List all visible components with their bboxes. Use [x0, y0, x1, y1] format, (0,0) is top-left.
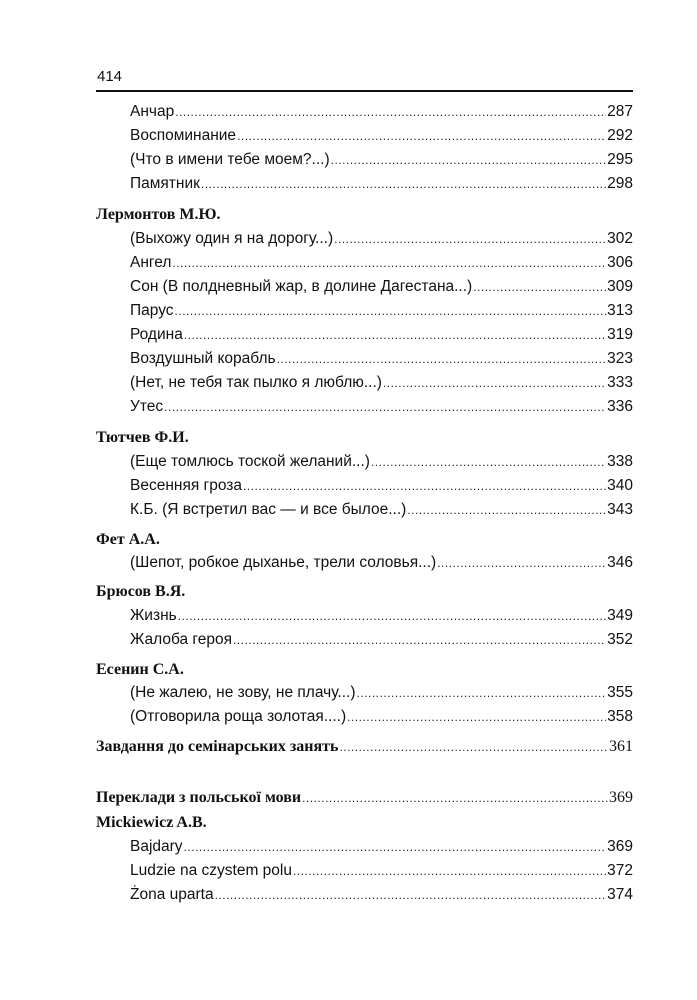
dot-leader: [339, 736, 608, 758]
toc-author-name: Есенин С.А.: [96, 661, 184, 678]
toc-entry: [130, 396, 633, 418]
toc-author-heading: [96, 581, 633, 603]
toc-entry: [130, 348, 633, 370]
toc-entry-title: Жизнь: [130, 607, 177, 624]
toc-author-heading: [96, 529, 633, 551]
toc-author-heading: [96, 659, 633, 681]
dot-leader: [243, 475, 606, 497]
toc-author-heading: [96, 812, 633, 834]
dot-leader: [356, 682, 606, 704]
toc-section: [96, 787, 633, 809]
toc-entry-page: 336: [607, 398, 633, 415]
toc-author-name: Брюсов В.Я.: [96, 583, 186, 600]
toc-entry: [130, 884, 633, 906]
toc-entry: [130, 324, 633, 346]
dot-leader: [371, 451, 606, 473]
toc-author-heading: [96, 204, 633, 226]
toc-entry: [130, 629, 633, 651]
dot-leader: [302, 787, 608, 809]
toc-entry: [130, 149, 633, 171]
toc-author-heading: [96, 427, 633, 449]
toc-entry-title: (Что в имени тебе моем?...): [130, 151, 330, 168]
toc-section: [96, 736, 633, 758]
toc-entry: [130, 276, 633, 298]
dot-leader: [172, 252, 606, 274]
toc-section-title: Завдання до семінарських занять: [96, 738, 339, 755]
toc-entry-page: 338: [607, 453, 633, 470]
dot-leader: [215, 884, 607, 906]
dot-leader: [407, 499, 606, 521]
toc-entry-page: 346: [607, 554, 633, 571]
toc-entry-page: 287: [607, 103, 633, 120]
toc-entry: [130, 499, 633, 521]
dot-leader: [473, 276, 606, 298]
dot-leader: [331, 149, 607, 171]
toc-entry-page: 295: [607, 151, 633, 168]
toc-entry-title: (Еще томлюсь тоской желаний...): [130, 453, 370, 470]
toc-entry-title: К.Б. (Я встретил вас — и все былое...): [130, 501, 407, 518]
toc-entry: [130, 682, 633, 704]
toc-entry-title: Памятник: [130, 175, 200, 192]
toc-entry: [130, 860, 633, 882]
toc-entry-page: 355: [607, 684, 633, 701]
toc-entry: [130, 605, 633, 627]
toc-entry-page: 358: [607, 708, 633, 725]
dot-leader: [175, 300, 607, 322]
toc-entry-title: Парус: [130, 302, 174, 319]
toc-entry-title: Сон (В полдневный жар, в долине Дагестана...): [130, 278, 473, 295]
toc-entry: [130, 552, 633, 574]
toc-entry-title: (Отговорила роща золотая....): [130, 708, 347, 725]
toc-section-page: 361: [609, 738, 633, 755]
toc-entry-title: Родина: [130, 326, 183, 343]
toc-entry-title: (Нет, не тебя так пылко я люблю...): [130, 374, 382, 391]
dot-leader: [164, 396, 606, 418]
dot-leader: [293, 860, 606, 882]
dot-leader: [184, 836, 607, 858]
toc-author-name: Фет А.А.: [96, 531, 160, 548]
dot-leader: [233, 629, 606, 651]
toc-entry-title: Воздушный корабль: [130, 350, 276, 367]
toc-entry-page: 309: [607, 278, 633, 295]
toc-section-page: 369: [609, 789, 633, 806]
dot-leader: [277, 348, 607, 370]
toc-entry-title: Утес: [130, 398, 164, 415]
toc-author-name: Mickiewicz A.B.: [96, 814, 207, 831]
toc-entry-page: 302: [607, 230, 633, 247]
toc-entry-page: 352: [607, 631, 633, 648]
page-number: 414: [97, 68, 123, 85]
toc-entry-title: Весенняя гроза: [130, 477, 242, 494]
toc-entry-title: (Шепот, робкое дыханье, трели соловья...): [130, 554, 437, 571]
toc-entry-title: Ангел: [130, 254, 172, 271]
dot-leader: [383, 372, 606, 394]
toc-entry-title: Ludzie na czystem polu: [130, 862, 292, 879]
toc-entry-page: 374: [607, 886, 633, 903]
dot-leader: [184, 324, 606, 346]
toc-entry-page: 333: [607, 374, 633, 391]
toc-entry: [130, 475, 633, 497]
toc-author-name: Лермонтов М.Ю.: [96, 206, 221, 223]
toc-entry-page: 340: [607, 477, 633, 494]
toc-entry: [130, 372, 633, 394]
toc-entry: [130, 125, 633, 147]
toc-entry-page: 323: [607, 350, 633, 367]
dot-leader: [175, 101, 606, 123]
toc-entry: [130, 228, 633, 250]
toc-section-title: Переклади з польської мови: [96, 789, 302, 806]
toc-entry-page: 306: [607, 254, 633, 271]
toc-entry-page: 343: [607, 501, 633, 518]
toc-entry-title: Жалоба героя: [130, 631, 232, 648]
dot-leader: [178, 605, 606, 627]
toc-entry-title: Воспоминание: [130, 127, 237, 144]
toc-entry-title: (Выхожу один я на дорогу...): [130, 230, 334, 247]
toc-entry-page: 369: [607, 838, 633, 855]
toc-entry-title: Bajdary: [130, 838, 183, 855]
toc-entry-title: (Не жалею, не зову, не плачу...): [130, 684, 356, 701]
dot-leader: [437, 552, 606, 574]
toc-entry-title: Żona uparta: [130, 886, 214, 903]
dot-leader: [237, 125, 606, 147]
toc-entry-page: 372: [607, 862, 633, 879]
dot-leader: [201, 173, 606, 195]
toc-entry: [130, 451, 633, 473]
toc-entry-page: 292: [607, 127, 633, 144]
toc-entry: [130, 836, 633, 858]
toc-entry-page: 313: [607, 302, 633, 319]
toc-entry-page: 319: [607, 326, 633, 343]
toc-entry: [130, 101, 633, 123]
toc-entry-page: 298: [607, 175, 633, 192]
toc-entry: [130, 706, 633, 728]
toc-entry: [130, 252, 633, 274]
toc-entry: [130, 300, 633, 322]
toc-entry-title: Анчар: [130, 103, 175, 120]
dot-leader: [347, 706, 606, 728]
toc-author-name: Тютчев Ф.И.: [96, 429, 189, 446]
dot-leader: [334, 228, 606, 250]
toc-entry: [130, 173, 633, 195]
toc-entry-page: 349: [607, 607, 633, 624]
